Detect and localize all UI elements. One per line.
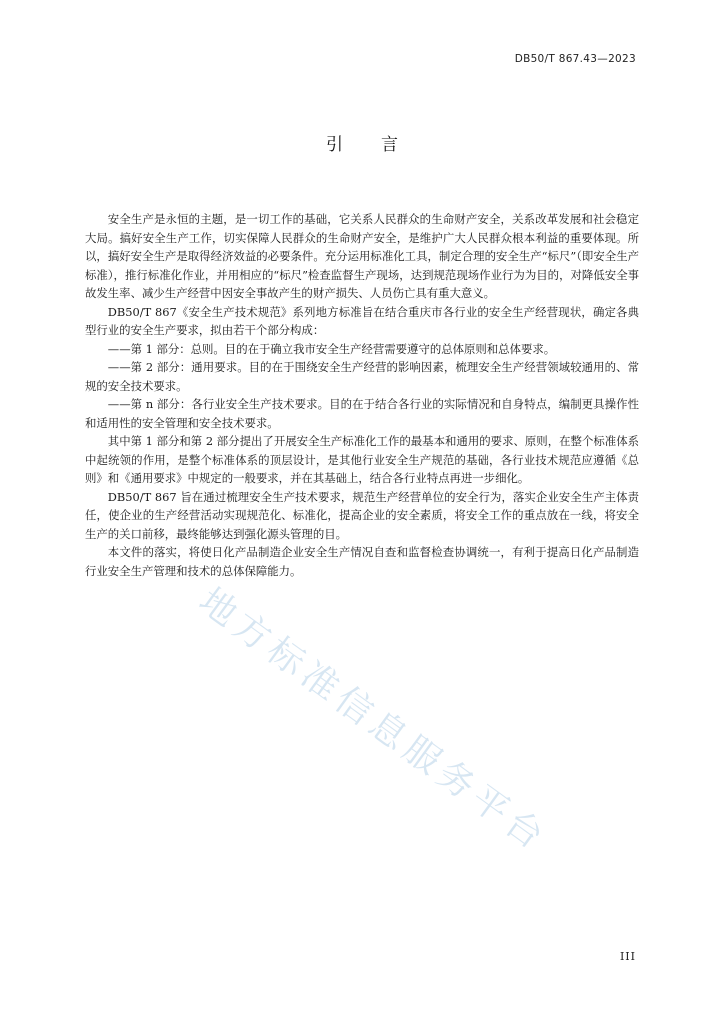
paragraph-conclusion: 本文件的落实，将使日化产品制造企业安全生产情况自查和监督检查协调统一，有利于提高日化产品制造行业安全生产管理和技术的总体保障能力。 [85, 545, 639, 578]
body-text [85, 210, 639, 580]
paragraph-structure: 其中第 1 部分和第 2 部分提出了开展安全生产标准化工作的最基本和通用的要求、原则，在整个标准体系中起统领的作用，是整个标准体系的顶层设计，是其他行业安全生产规范的基础，各行业技术规范应遵循《总则》和《通用要求》中规定的一般要求，并在其基础上，结合各行业特点再进一步细化。 [85, 434, 639, 485]
watermark: 地方标准信息服务平台 [191, 580, 556, 861]
paragraph-series-description: DB50/T 867《安全生产技术规范》系列地方标准旨在结合重庆市各行业的安全生产经营现状，确定各典型行业的安全生产要求，拟由若干个部分构成： [85, 304, 639, 337]
paragraph-intro: 安全生产是永恒的主题，是一切工作的基础，它关系人民群众的生命财产安全，关系改革发展和社会稳定大局。搞好安全生产工作，切实保障人民群众的生命财产安全，是维护广大人民群众根本利益的重要体现。所以，搞好安全生产是取得经济效益的必要条件。充分运用标准化工具，制定合理的安全生产“标尺”（即安全生产标准），推行标准化作业，并用相应的“标尺”检查监督生产现场，达到规范现场作业行为为目的，对降低安全事故发生率、减少生产经营中因安全事故产生的财产损失、人员伤亡具有重大意义。 [85, 212, 639, 300]
page-title: 引言 [326, 135, 436, 155]
list-item-part-1: ——第 1 部分：总则。目的在于确立我市安全生产经营需要遵守的总体原则和总体要求。 [107, 341, 556, 356]
list-item-part-n: ——第 n 部分：各行业安全生产技术要求。目的在于结合各行业的实际情况和自身特点，编制更具操作性和适用性的安全管理和安全技术要求。 [85, 397, 639, 430]
page-number: III [619, 950, 636, 963]
paragraph-purpose: DB50/T 867 旨在通过梳理安全生产技术要求，规范生产经营单位的安全行为，落实企业安全生产主体责任，使企业的生产经营活动实现规范化、标准化，提高企业的安全素质，将安全工作的重点放在一线，将安全生产的关口前移，最终能够达到强化源头管理的目。 [85, 489, 639, 541]
document-code: DB50/T 867.43—2023 [514, 53, 636, 65]
list-item-part-2: ——第 2 部分：通用要求。目的在于围绕安全生产经营的影响因素，梳理安全生产经营领域较通用的、常规的安全技术要求。 [85, 360, 639, 393]
